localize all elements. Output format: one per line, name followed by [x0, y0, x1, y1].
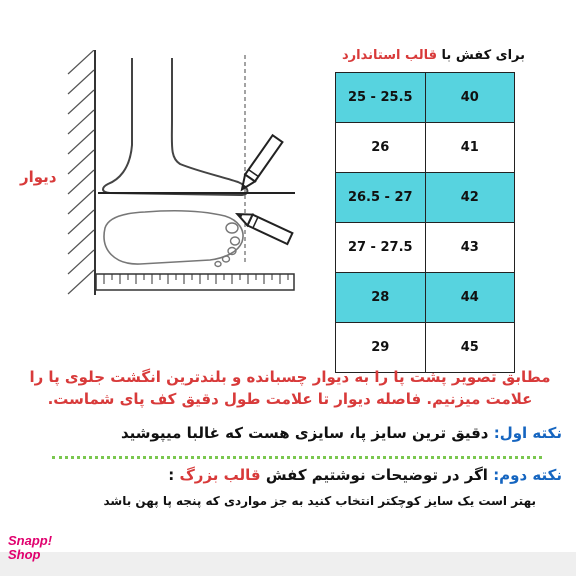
size-table-row	[336, 123, 515, 173]
size-table-title-prefix: برای کفش با	[441, 48, 525, 63]
note-one	[121, 424, 562, 442]
logo-line-2: Shop	[8, 547, 41, 562]
note-one-text: دقیق ترین سایز پا، سایزی هست که غالبا میپوشید	[120, 424, 489, 442]
note-two-tag: نکته دوم:	[493, 466, 562, 484]
instruction-line-2: علامت میزنیم. فاصله دیوار تا علامت طول دقیق کف پای شماست.	[47, 390, 533, 408]
shoe-size-cell: 43	[425, 223, 515, 273]
foot-top-view	[104, 211, 243, 264]
size-table-row	[336, 73, 515, 123]
size-table-row	[336, 273, 515, 323]
wall-label: دیوار	[20, 168, 57, 186]
shoe-size-cell: 40	[425, 73, 515, 123]
note-two-detail: بهتر است یک سایز کوچکتر انتخاب کنید به جز مواردی که پنجه پا پهن باشد	[103, 494, 536, 508]
logo-line-1: Snapp!	[8, 533, 53, 548]
shoe-size-cell: 45	[425, 323, 515, 373]
size-table-title	[335, 48, 525, 72]
foot-length-cell: 27 - 27.5	[336, 223, 426, 273]
pencil-icon	[237, 135, 282, 193]
instruction-line-1: مطابق تصویر پشت پا را به دیوار چسبانده و بلندترین انگشت جلوی پا را	[29, 368, 551, 386]
foot-side-view	[103, 58, 247, 195]
size-table-row	[336, 173, 515, 223]
size-table-row	[336, 323, 515, 373]
foot-length-cell: 26.5 - 27	[336, 173, 426, 223]
note-two-text-a: اگر در توضیحات نوشتیم کفش	[265, 466, 488, 484]
note-one-tag: نکته اول:	[493, 424, 562, 442]
shoe-size-cell: 44	[425, 273, 515, 323]
bottom-band	[0, 552, 576, 576]
shoe-size-cell: 41	[425, 123, 515, 173]
size-table-row	[336, 223, 515, 273]
shoe-size-cell: 42	[425, 173, 515, 223]
note-two	[168, 466, 562, 484]
foot-length-cell: 26	[336, 123, 426, 173]
size-table-title-accent: قالب استاندارد	[342, 48, 438, 63]
wall-graphic	[68, 50, 95, 295]
note-two-accent: قالب بزرگ	[179, 466, 261, 484]
instruction-text	[18, 366, 562, 410]
size-table-body	[336, 73, 515, 373]
size-table	[335, 72, 515, 373]
foot-measurement-illustration	[60, 50, 330, 295]
note-two-text-b: :	[168, 466, 175, 484]
snappshop-logo	[8, 534, 68, 562]
foot-length-cell: 29	[336, 323, 426, 373]
foot-length-cell: 28	[336, 273, 426, 323]
dotted-divider	[52, 456, 542, 459]
ruler-graphic	[96, 274, 294, 290]
foot-length-cell: 25 - 25.5	[336, 73, 426, 123]
